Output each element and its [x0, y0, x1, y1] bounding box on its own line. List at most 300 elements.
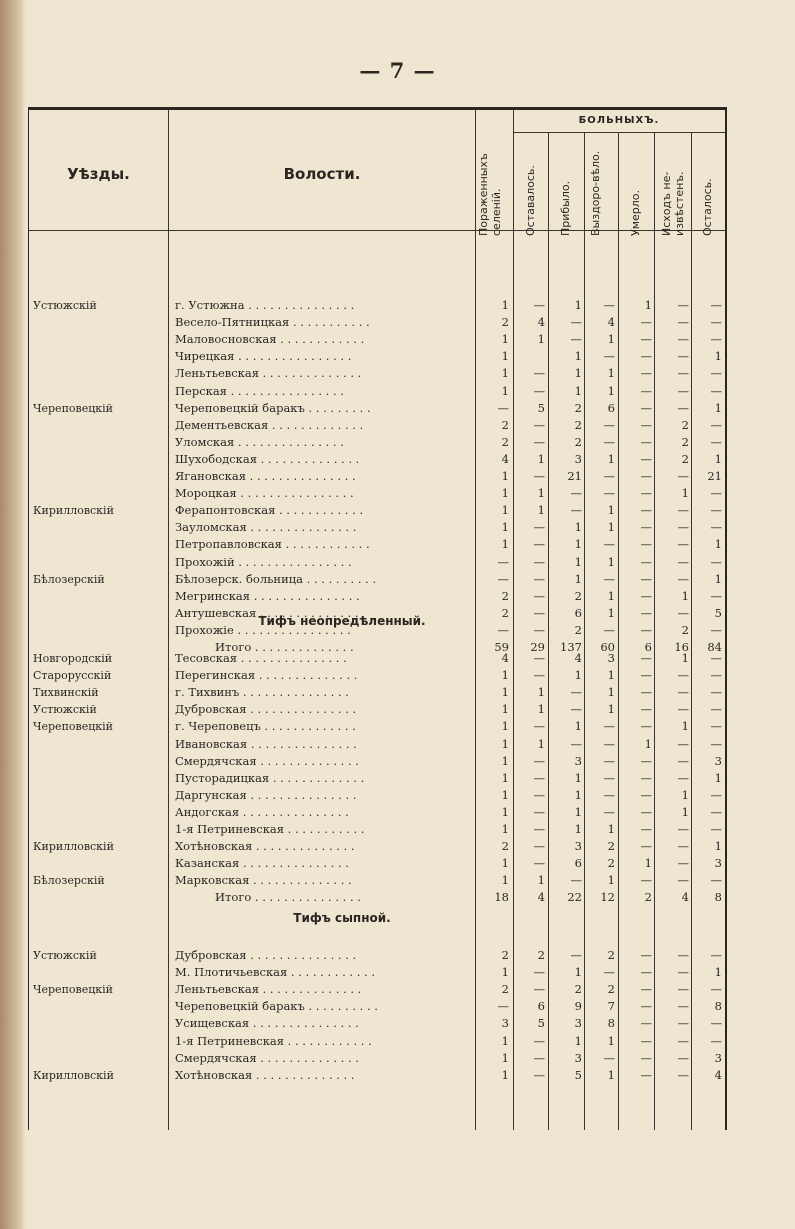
cell-umerlo: — [640, 787, 652, 802]
cell-ostavalos: — [533, 520, 545, 535]
cell-ostalos: — [710, 588, 722, 603]
cell-pribylo: 1 [574, 822, 582, 836]
cell-ostalos: — [710, 651, 722, 665]
uyezd-cell: Череповецкій [33, 983, 114, 997]
cell-iskhod: — [677, 873, 689, 888]
table-row [29, 348, 725, 365]
cell-ostavalos: 1 [537, 486, 545, 501]
uyezd-cell: Устюжскій [33, 703, 97, 717]
header-ostavalos: Оставалось. [524, 165, 537, 236]
cell-iskhod: 2 [681, 417, 689, 432]
cell-umerlo: — [640, 1016, 652, 1031]
uyezd-cell: Кирилловскій [33, 840, 114, 854]
table-row [29, 331, 725, 348]
volost-cell: Дубровская . . . . . . . . . . . . . . . [175, 702, 357, 717]
volost-cell: Ягановская . . . . . . . . . . . . . . . [175, 469, 356, 483]
cell-ostalos: — [710, 554, 722, 569]
cell-iskhod: — [677, 554, 689, 569]
volost-cell: Смердячская . . . . . . . . . . . . . . [175, 1050, 359, 1065]
cell-porazhennykh: 2 [501, 948, 509, 962]
cell-ostalos: 1 [714, 965, 722, 980]
cell-vyzdorovelo: — [603, 469, 615, 483]
cell-ostalos: — [710, 685, 722, 700]
cell-umerlo: — [640, 400, 652, 415]
cell-ostavalos: 1 [537, 332, 545, 347]
total-row [29, 889, 725, 906]
cell-ostalos: 3 [714, 753, 722, 768]
table-row [29, 417, 725, 434]
cell-pribylo: 4 [574, 651, 582, 665]
cell-ostavalos: — [533, 554, 545, 569]
cell-iskhod: — [677, 400, 689, 415]
table-row [29, 554, 725, 571]
cell-umerlo: — [640, 537, 652, 552]
cell-iskhod: 1 [681, 651, 689, 665]
cell-vyzdorovelo: — [603, 1050, 615, 1065]
volost-cell: Зауломская . . . . . . . . . . . . . . . [175, 520, 357, 535]
header-porazhennykh: Пораженныхъ селеній. [477, 153, 503, 236]
statistics-table [28, 107, 727, 1130]
cell-ostalos: — [710, 873, 722, 888]
cell-vyzdorovelo: 1 [607, 383, 615, 398]
cell-umerlo: 2 [644, 890, 652, 905]
volost-cell: Итого . . . . . . . . . . . . . . . [215, 890, 361, 905]
cell-iskhod: — [677, 571, 689, 586]
header-iskhod: Исходъ не-извѣстенъ. [660, 171, 686, 236]
table-row [29, 855, 725, 872]
cell-umerlo: — [640, 451, 652, 466]
volost-cell: Уломская . . . . . . . . . . . . . . . [175, 434, 344, 449]
cell-ostavalos: 5 [537, 1016, 545, 1031]
cell-vyzdorovelo: 7 [607, 999, 615, 1014]
cell-porazhennykh: 1 [501, 685, 509, 700]
table-row [29, 753, 725, 770]
table-row [29, 502, 725, 519]
cell-vyzdorovelo: 4 [607, 315, 615, 330]
cell-umerlo: — [640, 702, 652, 717]
cell-ostavalos: — [533, 822, 545, 836]
cell-ostalos: 3 [714, 1050, 722, 1065]
cell-ostavalos: 29 [530, 640, 545, 654]
cell-iskhod: — [677, 982, 689, 997]
cell-iskhod: — [677, 668, 689, 683]
cell-porazhennykh: 1 [501, 856, 509, 871]
cell-umerlo: — [640, 469, 652, 483]
cell-vyzdorovelo: 1 [607, 1033, 615, 1048]
cell-vyzdorovelo: — [603, 571, 615, 586]
cell-ostavalos: — [533, 856, 545, 871]
cell-porazhennykh: 1 [501, 383, 509, 398]
volost-cell: Ферапонтовская . . . . . . . . . . . . [175, 503, 364, 518]
cell-porazhennykh: 1 [501, 503, 509, 518]
cell-pribylo: — [570, 332, 582, 347]
table-row [29, 998, 725, 1015]
cell-ostavalos: — [533, 383, 545, 398]
cell-porazhennykh: 1 [501, 719, 509, 734]
cell-ostavalos: — [533, 622, 545, 637]
cell-ostavalos: — [533, 1067, 545, 1082]
table-row [29, 434, 725, 451]
cell-umerlo: — [640, 571, 652, 586]
cell-ostavalos: 1 [537, 736, 545, 751]
cell-porazhennykh: 1 [501, 965, 509, 980]
cell-ostavalos: — [533, 1050, 545, 1065]
table-row [29, 701, 725, 718]
cell-vyzdorovelo: 60 [600, 640, 615, 654]
cell-ostalos: 1 [714, 839, 722, 854]
cell-iskhod: — [677, 965, 689, 980]
cell-iskhod: — [677, 948, 689, 962]
uyezd-cell: Череповецкій [33, 401, 114, 415]
cell-vyzdorovelo: — [603, 965, 615, 980]
volost-cell: Череповецкій баракъ . . . . . . . . . [175, 400, 371, 415]
cell-ostalos: 84 [707, 640, 722, 654]
cell-porazhennykh: 1 [501, 822, 509, 836]
cell-pribylo: 3 [574, 839, 582, 854]
cell-pribylo: 2 [574, 417, 582, 432]
table-row [29, 571, 725, 588]
volost-cell: Казанская . . . . . . . . . . . . . . . [175, 856, 349, 871]
cell-iskhod: 16 [674, 640, 689, 654]
volost-cell: г. Тихвинъ . . . . . . . . . . . . . . . [175, 685, 349, 700]
cell-vyzdorovelo: — [603, 719, 615, 734]
cell-ostalos: — [710, 520, 722, 535]
cell-iskhod: 1 [681, 787, 689, 802]
cell-vyzdorovelo: 2 [607, 982, 615, 997]
cell-porazhennykh: — [497, 999, 509, 1014]
cell-pribylo: 1 [574, 520, 582, 535]
table-row [29, 468, 725, 485]
cell-ostalos: 1 [714, 451, 722, 466]
cell-iskhod: — [677, 520, 689, 535]
cell-porazhennykh: 1 [501, 770, 509, 785]
cell-ostalos: — [710, 434, 722, 449]
cell-vyzdorovelo: 8 [607, 1016, 615, 1031]
cell-porazhennykh: 18 [494, 890, 509, 905]
cell-umerlo: — [640, 685, 652, 700]
cell-vyzdorovelo: 2 [607, 839, 615, 854]
cell-ostavalos: — [533, 651, 545, 665]
volost-cell: Хотѣновская . . . . . . . . . . . . . . [175, 1067, 355, 1082]
cell-vyzdorovelo: 3 [607, 651, 615, 665]
cell-pribylo: 9 [574, 999, 582, 1014]
cell-porazhennykh: 2 [501, 434, 509, 449]
table-row [29, 821, 725, 838]
cell-pribylo: 2 [574, 400, 582, 415]
cell-pribylo: — [570, 315, 582, 330]
cell-ostalos: 1 [714, 770, 722, 785]
cell-vyzdorovelo: 2 [607, 856, 615, 871]
uyezd-cell: Устюжскій [33, 299, 97, 312]
cell-ostalos: — [710, 503, 722, 518]
cell-porazhennykh: 1 [501, 469, 509, 483]
cell-ostavalos: — [533, 434, 545, 449]
cell-pribylo: — [570, 503, 582, 518]
section-title: Тифъ неопредѣленный. [258, 614, 426, 628]
table-row [29, 588, 725, 605]
cell-ostalos: — [710, 486, 722, 501]
cell-ostalos: — [710, 736, 722, 751]
cell-pribylo: 3 [574, 1016, 582, 1031]
cell-vyzdorovelo: — [603, 434, 615, 449]
cell-ostavalos: 1 [537, 702, 545, 717]
volost-cell: Леньтьевская . . . . . . . . . . . . . . [175, 982, 362, 997]
cell-porazhennykh: 2 [501, 588, 509, 603]
cell-umerlo: — [640, 383, 652, 398]
cell-ostalos: — [710, 1016, 722, 1031]
uyezd-cell: Кирилловскій [33, 504, 114, 518]
cell-ostalos: 8 [714, 890, 722, 905]
cell-ostalos: — [710, 622, 722, 637]
cell-pribylo: 1 [574, 554, 582, 569]
cell-vyzdorovelo: 6 [607, 400, 615, 415]
cell-pribylo: 1 [574, 1033, 582, 1048]
cell-ostavalos: — [533, 770, 545, 785]
uyezd-cell: Новгородскій [33, 652, 113, 665]
table-row [29, 297, 725, 314]
cell-porazhennykh: 1 [501, 349, 509, 364]
volost-cell: Шухободская . . . . . . . . . . . . . . [175, 451, 360, 466]
cell-iskhod: — [677, 1016, 689, 1031]
cell-iskhod: — [677, 366, 689, 381]
cell-porazhennykh: 2 [501, 982, 509, 997]
cell-umerlo: — [640, 822, 652, 836]
table-row [29, 1050, 725, 1067]
cell-ostavalos: 4 [537, 890, 545, 905]
cell-ostalos: — [710, 1033, 722, 1048]
cell-pribylo: 1 [574, 349, 582, 364]
header-bolnykh: БОЛЬНЫХЪ. [578, 115, 660, 126]
cell-iskhod: — [677, 856, 689, 871]
cell-vyzdorovelo: 1 [607, 451, 615, 466]
table-row [29, 485, 725, 502]
rule-bolnykh [513, 132, 725, 133]
volost-cell: Чирецкая . . . . . . . . . . . . . . . . [175, 349, 352, 364]
table-row [29, 667, 725, 684]
cell-ostavalos: — [533, 537, 545, 552]
cell-ostalos: — [710, 332, 722, 347]
cell-porazhennykh: — [497, 571, 509, 586]
cell-porazhennykh: 4 [501, 651, 509, 665]
cell-vyzdorovelo: 1 [607, 702, 615, 717]
cell-umerlo: — [640, 668, 652, 683]
cell-porazhennykh: 1 [501, 332, 509, 347]
cell-pribylo: 6 [574, 856, 582, 871]
cell-iskhod: — [677, 315, 689, 330]
cell-iskhod: 1 [681, 486, 689, 501]
cell-iskhod: — [677, 702, 689, 717]
table-row [29, 400, 725, 417]
cell-umerlo: — [640, 605, 652, 620]
cell-ostavalos: — [533, 605, 545, 620]
cell-vyzdorovelo: — [603, 486, 615, 501]
cell-vyzdorovelo: 1 [607, 366, 615, 381]
cell-umerlo: — [640, 554, 652, 569]
cell-ostavalos: — [533, 366, 545, 381]
cell-porazhennykh: 1 [501, 366, 509, 381]
cell-pribylo: 137 [560, 640, 582, 654]
cell-umerlo: — [640, 719, 652, 734]
cell-ostavalos: 1 [537, 873, 545, 888]
volost-cell: Итого . . . . . . . . . . . . . . [215, 640, 354, 654]
cell-umerlo: 1 [644, 856, 652, 871]
cell-pribylo: 5 [574, 1067, 582, 1082]
cell-ostalos: — [710, 417, 722, 432]
cell-ostalos: — [710, 719, 722, 734]
cell-umerlo: — [640, 999, 652, 1014]
cell-iskhod: — [677, 999, 689, 1014]
volost-cell: Ивановская . . . . . . . . . . . . . . . [175, 736, 357, 751]
cell-umerlo: — [640, 622, 652, 637]
cell-iskhod: — [677, 469, 689, 483]
volost-cell: Пусторадицкая . . . . . . . . . . . . . [175, 770, 365, 785]
cell-porazhennykh: 1 [501, 298, 509, 312]
cell-vyzdorovelo: 1 [607, 554, 615, 569]
cell-pribylo: 3 [574, 753, 582, 768]
table-row [29, 981, 725, 998]
volost-cell: Мороцкая . . . . . . . . . . . . . . . . [175, 486, 354, 501]
cell-porazhennykh: — [497, 400, 509, 415]
cell-ostalos: 1 [714, 571, 722, 586]
cell-umerlo: — [640, 965, 652, 980]
cell-iskhod: — [677, 770, 689, 785]
cell-umerlo: — [640, 982, 652, 997]
table-row [29, 536, 725, 553]
cell-umerlo: — [640, 651, 652, 665]
cell-iskhod: 1 [681, 804, 689, 819]
header-volosti: Волости. [283, 165, 361, 183]
cell-umerlo: 1 [644, 298, 652, 312]
cell-ostavalos: 1 [537, 685, 545, 700]
volost-cell: Хотѣновская . . . . . . . . . . . . . . [175, 839, 355, 854]
cell-iskhod: 2 [681, 434, 689, 449]
cell-pribylo: 21 [567, 469, 582, 483]
cell-ostalos: 21 [707, 469, 722, 483]
cell-umerlo: — [640, 1050, 652, 1065]
cell-ostalos: 1 [714, 537, 722, 552]
cell-vyzdorovelo: 1 [607, 873, 615, 888]
cell-ostavalos: 4 [537, 315, 545, 330]
cell-vyzdorovelo: — [603, 537, 615, 552]
uyezd-cell: Бѣлозерскій [33, 572, 105, 586]
cell-pribylo: 3 [574, 1050, 582, 1065]
cell-porazhennykh: 2 [501, 417, 509, 432]
cell-ostavalos: — [533, 965, 545, 980]
cell-iskhod: 1 [681, 588, 689, 603]
cell-umerlo: 6 [644, 640, 652, 654]
cell-porazhennykh: 1 [501, 486, 509, 501]
cell-vyzdorovelo: 1 [607, 503, 615, 518]
cell-porazhennykh: 1 [501, 1050, 509, 1065]
cell-pribylo: 1 [574, 804, 582, 819]
cell-ostalos: — [710, 298, 722, 312]
table-row [29, 872, 725, 889]
cell-ostavalos: 1 [537, 451, 545, 466]
cell-vyzdorovelo: 1 [607, 822, 615, 836]
cell-umerlo: — [640, 332, 652, 347]
cell-vyzdorovelo: — [603, 736, 615, 751]
volost-cell: Череповецкій баракъ . . . . . . . . . . [175, 999, 378, 1014]
cell-porazhennykh: 2 [501, 315, 509, 330]
cell-ostavalos: — [533, 839, 545, 854]
cell-pribylo: 2 [574, 622, 582, 637]
table-row [29, 1033, 725, 1050]
cell-ostalos: — [710, 366, 722, 381]
table-row [29, 650, 725, 667]
cell-ostalos: 1 [714, 349, 722, 364]
cell-iskhod: — [677, 753, 689, 768]
volost-cell: Усищевская . . . . . . . . . . . . . . . [175, 1016, 359, 1031]
cell-ostalos: 3 [714, 856, 722, 871]
header-ostalos: Осталось. [701, 178, 714, 236]
cell-pribylo: 22 [567, 890, 582, 905]
header-umerlo: Умерло. [629, 189, 642, 236]
volost-cell: Дубровская . . . . . . . . . . . . . . . [175, 948, 357, 962]
cell-vyzdorovelo: 12 [600, 890, 615, 905]
table-row [29, 519, 725, 536]
cell-ostavalos: — [533, 1033, 545, 1048]
volost-cell: Леньтьевская . . . . . . . . . . . . . . [175, 366, 362, 381]
cell-iskhod: — [677, 822, 689, 836]
volost-cell: Смердячская . . . . . . . . . . . . . . [175, 753, 359, 768]
page-number: — 7 — [359, 58, 436, 83]
table-row [29, 718, 725, 735]
cell-porazhennykh: 59 [494, 640, 509, 654]
volost-cell: Петропавловская . . . . . . . . . . . . [175, 537, 370, 552]
cell-ostavalos: 2 [537, 948, 545, 962]
cell-iskhod: — [677, 349, 689, 364]
volost-cell: М. Плотичьевская . . . . . . . . . . . . [175, 965, 375, 980]
cell-umerlo: — [640, 1067, 652, 1082]
cell-vyzdorovelo: — [603, 298, 615, 312]
cell-iskhod: 4 [681, 890, 689, 905]
table-row [29, 770, 725, 787]
cell-porazhennykh: 1 [501, 804, 509, 819]
cell-porazhennykh: 4 [501, 451, 509, 466]
cell-pribylo: 1 [574, 668, 582, 683]
cell-iskhod: — [677, 685, 689, 700]
cell-porazhennykh: 1 [501, 702, 509, 717]
cell-porazhennykh: 1 [501, 753, 509, 768]
cell-ostavalos: — [533, 417, 545, 432]
cell-ostalos: 4 [714, 1067, 722, 1082]
cell-pribylo: 1 [574, 537, 582, 552]
cell-umerlo: — [640, 417, 652, 432]
cell-pribylo: — [570, 685, 582, 700]
uyezd-cell: Череповецкій [33, 720, 114, 734]
table-row [29, 838, 725, 855]
cell-umerlo: — [640, 1033, 652, 1048]
cell-porazhennykh: 1 [501, 1033, 509, 1048]
table-row [29, 1015, 725, 1032]
cell-ostavalos: — [533, 469, 545, 483]
volost-cell: Перская . . . . . . . . . . . . . . . . [175, 383, 344, 398]
cell-pribylo: 1 [574, 787, 582, 802]
cell-vyzdorovelo: — [603, 417, 615, 432]
volost-cell: Маловосновская . . . . . . . . . . . . [175, 332, 365, 347]
cell-iskhod: — [677, 537, 689, 552]
cell-iskhod: — [677, 1033, 689, 1048]
table-row [29, 964, 725, 981]
uyezd-cell: Тихвинскій [33, 686, 99, 700]
cell-iskhod: 2 [681, 622, 689, 637]
cell-pribylo: — [570, 486, 582, 501]
cell-porazhennykh: 1 [501, 668, 509, 683]
cell-vyzdorovelo: 1 [607, 520, 615, 535]
cell-umerlo: — [640, 366, 652, 381]
cell-vyzdorovelo: 1 [607, 605, 615, 620]
cell-umerlo: — [640, 873, 652, 888]
